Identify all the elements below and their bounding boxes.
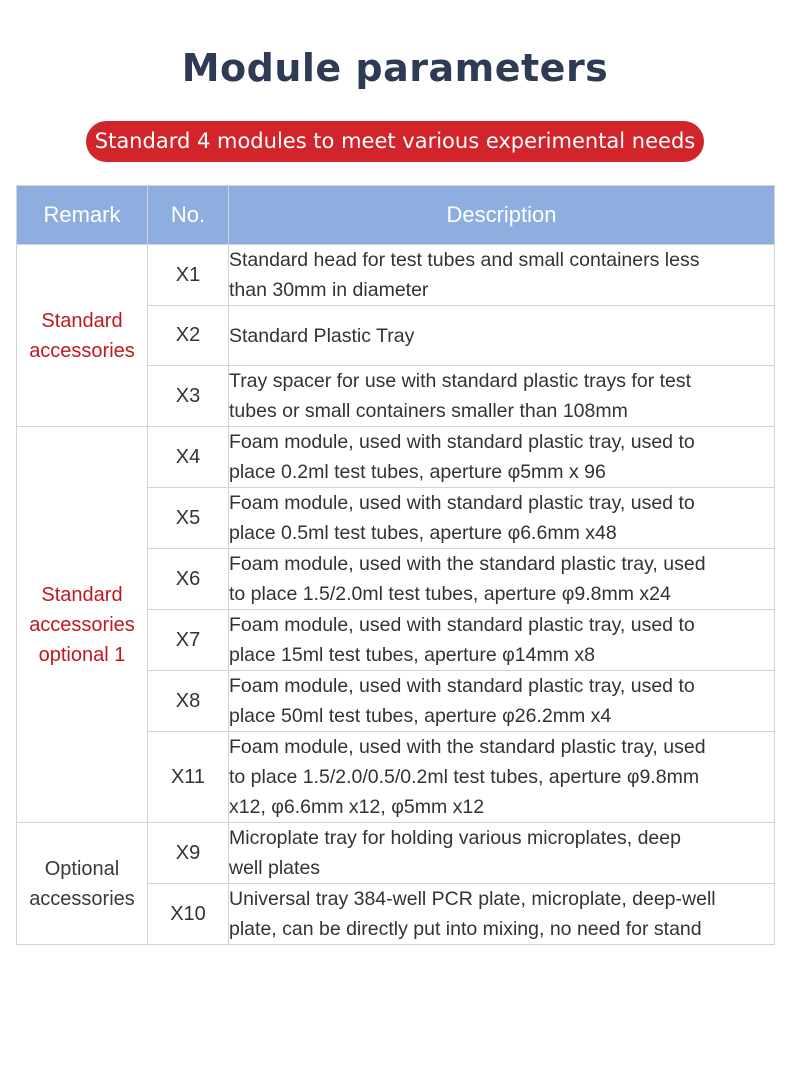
remark-cell: [17, 245, 148, 427]
module-parameters-table: [16, 185, 775, 945]
module-number: X10: [148, 884, 229, 945]
description-line: well plates: [229, 857, 321, 879]
remark-line: accessories: [29, 613, 135, 636]
header-description: Description: [229, 186, 775, 245]
description-line: Universal tray 384-well PCR plate, microplate, deep-well: [229, 888, 716, 910]
module-description: [229, 549, 775, 610]
description-line: Foam module, used with standard plastic tray, used to: [229, 614, 695, 636]
module-number: X8: [148, 671, 229, 732]
table-row: [17, 245, 775, 306]
description-line: place 15ml test tubes, aperture φ14mm x8: [229, 644, 595, 666]
description-line: plate, can be directly put into mixing, no need for stand: [229, 918, 702, 940]
module-description: [229, 427, 775, 488]
description-line: Foam module, used with standard plastic tray, used to: [229, 431, 695, 453]
description-line: tubes or small containers smaller than 108mm: [229, 400, 628, 422]
remark-cell: [17, 427, 148, 823]
module-description: [229, 732, 775, 823]
subtitle-banner: Standard 4 modules to meet various experimental needs: [86, 121, 704, 162]
description-line: Standard head for test tubes and small containers less: [229, 249, 700, 271]
description-line: to place 1.5/2.0ml test tubes, aperture φ9.8mm x24: [229, 583, 671, 605]
remark-line: optional 1: [38, 643, 126, 666]
module-description: [229, 671, 775, 732]
module-number: X9: [148, 823, 229, 884]
module-description: [229, 610, 775, 671]
remark-line: Standard: [41, 583, 123, 606]
description-line: Tray spacer for use with standard plastic trays for test: [229, 370, 692, 392]
module-description: [229, 488, 775, 549]
header-remark: Remark: [17, 186, 148, 245]
description-line: Standard Plastic Tray: [229, 324, 415, 347]
remark-line: Standard: [41, 309, 123, 332]
description-line: Foam module, used with standard plastic tray, used to: [229, 492, 695, 514]
table-header-row: [17, 186, 775, 245]
module-number: X7: [148, 610, 229, 671]
description-line: Foam module, used with the standard plastic tray, used: [229, 736, 706, 758]
description-line: place 50ml test tubes, aperture φ26.2mm x4: [229, 705, 612, 727]
remark-line: Optional: [44, 857, 120, 880]
description-line: Microplate tray for holding various microplates, deep: [229, 827, 681, 849]
description-line: than 30mm in diameter: [229, 279, 429, 301]
module-number: X1: [148, 245, 229, 306]
description-line: x12, φ6.6mm x12, φ5mm x12: [229, 796, 485, 818]
module-number: X4: [148, 427, 229, 488]
description-line: place 0.5ml test tubes, aperture φ6.6mm x48: [229, 522, 617, 544]
module-description: [229, 823, 775, 884]
module-description: [229, 366, 775, 427]
module-number: X11: [148, 732, 229, 823]
description-line: Foam module, used with the standard plastic tray, used: [229, 553, 706, 575]
description-line: to place 1.5/2.0/0.5/0.2ml test tubes, aperture φ9.8mm: [229, 766, 700, 788]
header-no: No.: [148, 186, 229, 245]
module-description: [229, 245, 775, 306]
page-title: Module parameters: [181, 46, 609, 90]
remark-cell: [17, 823, 148, 945]
module-number: X2: [148, 306, 229, 366]
module-description: [229, 884, 775, 945]
module-description: [229, 306, 775, 366]
table-row: [17, 427, 775, 488]
remark-line: accessories: [29, 339, 135, 362]
description-line: place 0.2ml test tubes, aperture φ5mm x 96: [229, 461, 606, 483]
description-line: Foam module, used with standard plastic tray, used to: [229, 675, 695, 697]
remark-line: accessories: [29, 887, 135, 910]
table-row: [17, 823, 775, 884]
module-number: X6: [148, 549, 229, 610]
module-number: X3: [148, 366, 229, 427]
module-number: X5: [148, 488, 229, 549]
